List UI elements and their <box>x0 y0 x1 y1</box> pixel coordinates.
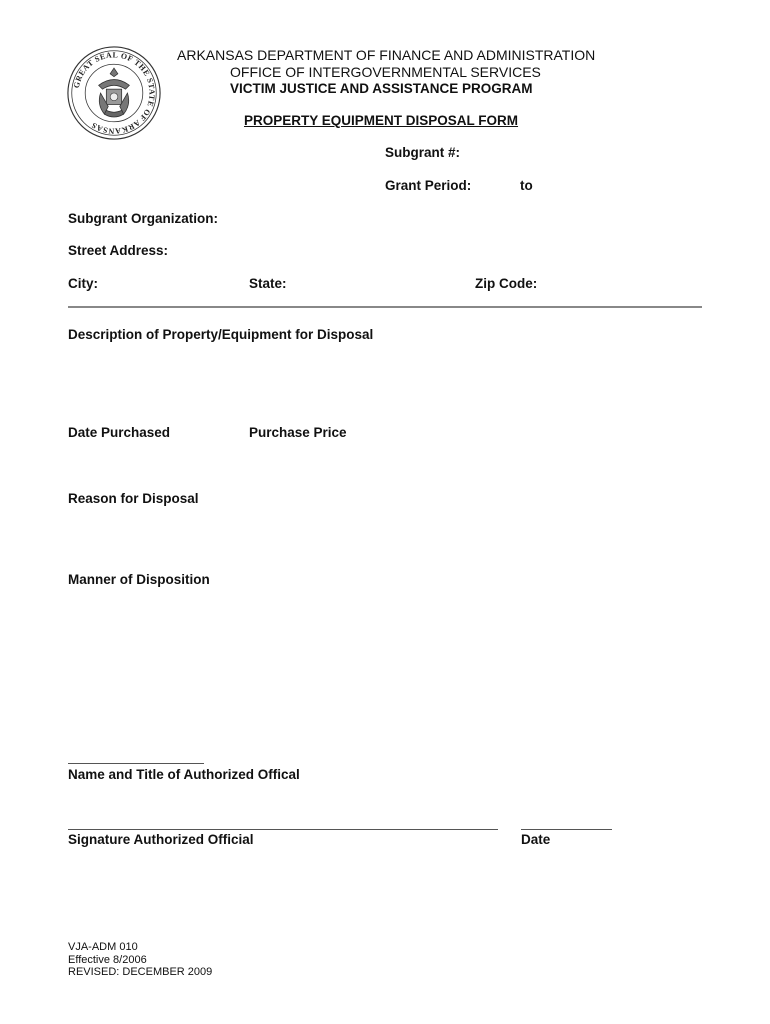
header-agency: ARKANSAS DEPARTMENT OF FINANCE AND ADMINISTRATION <box>177 47 596 63</box>
form-code: VJA-ADM 010 <box>68 941 138 953</box>
name-title-label: Name and Title of Authorized Offical <box>68 767 300 782</box>
zip-code-label: Zip Code: <box>475 276 538 291</box>
header-program: VICTIM JUSTICE AND ASSISTANCE PROGRAM <box>230 81 533 96</box>
signature-line <box>68 829 498 830</box>
purchase-price-label: Purchase Price <box>249 425 347 440</box>
subgrant-organization-label: Subgrant Organization: <box>68 211 218 226</box>
manner-of-disposition-label: Manner of Disposition <box>68 572 210 587</box>
date-label: Date <box>521 832 551 847</box>
subgrant-number-label: Subgrant #: <box>385 145 461 160</box>
seal-ring-text: GREAT SEAL OF THE STATE OF ARKANSAS <box>71 50 157 136</box>
grant-period-label: Grant Period: <box>385 178 472 193</box>
date-line <box>521 829 612 830</box>
form-title: PROPERTY EQUIPMENT DISPOSAL FORM <box>244 113 519 128</box>
name-title-line <box>68 763 204 764</box>
revised-date: REVISED: DECEMBER 2009 <box>68 966 213 978</box>
section-divider <box>68 306 702 308</box>
state-label: State: <box>249 276 287 291</box>
grant-period-to-label: to <box>520 178 533 193</box>
description-label: Description of Property/Equipment for Disposal <box>68 327 374 342</box>
street-address-label: Street Address: <box>68 243 169 258</box>
date-purchased-label: Date Purchased <box>68 425 171 440</box>
signature-label: Signature Authorized Official <box>68 832 254 847</box>
effective-date: Effective 8/2006 <box>68 954 147 966</box>
reason-for-disposal-label: Reason for Disposal <box>68 491 199 506</box>
state-seal-logo <box>66 45 162 141</box>
city-label: City: <box>68 276 98 291</box>
header-office: OFFICE OF INTERGOVERNMENTAL SERVICES <box>230 64 541 80</box>
